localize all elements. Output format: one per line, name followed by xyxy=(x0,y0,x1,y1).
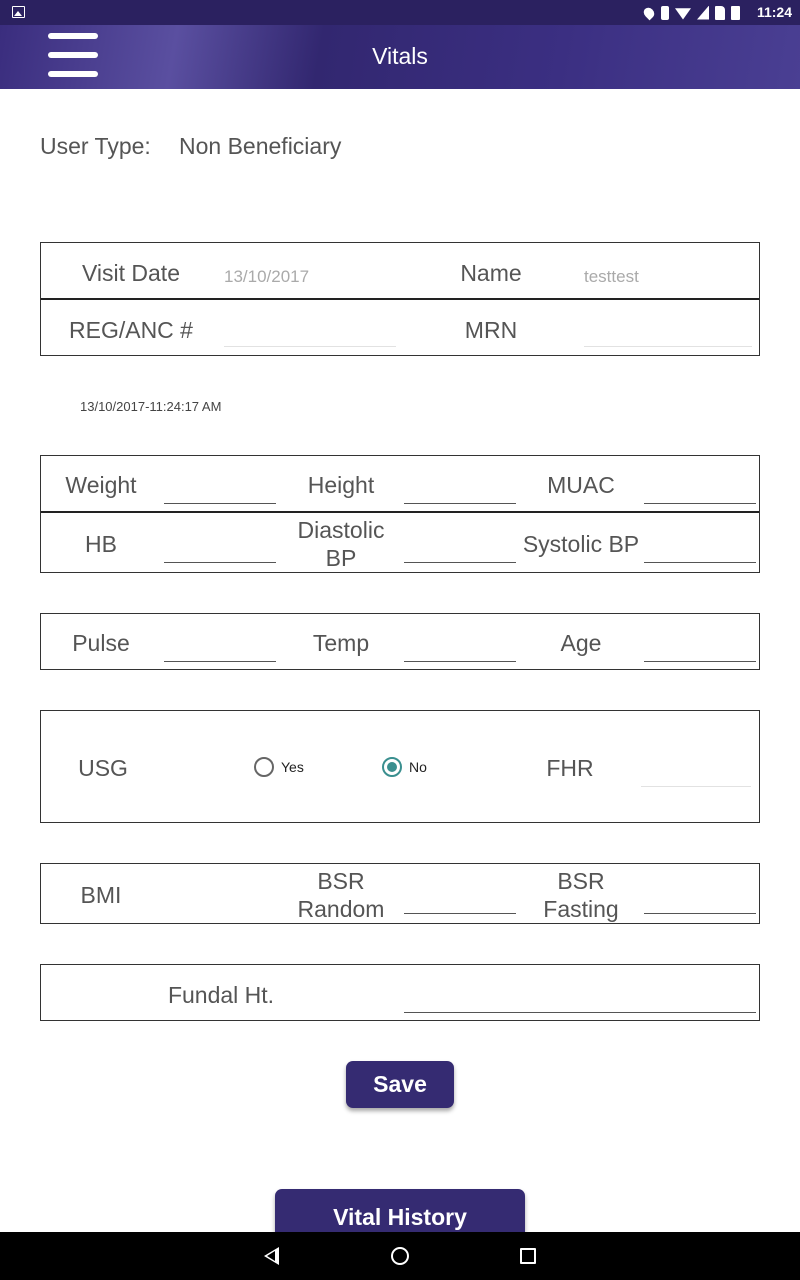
bmi-label: BMI xyxy=(80,882,122,908)
navigation-bar xyxy=(0,1232,800,1280)
mrn-label: MRN xyxy=(464,317,518,343)
name-field[interactable]: testtest xyxy=(584,267,639,286)
signal-icon xyxy=(697,6,709,20)
name-label: Name xyxy=(460,260,522,286)
bsr-random-field[interactable] xyxy=(404,913,516,914)
height-field[interactable] xyxy=(404,503,516,504)
mrn-field[interactable] xyxy=(584,346,752,347)
fhr-label: FHR xyxy=(546,755,594,781)
recent-apps-icon[interactable] xyxy=(520,1248,536,1264)
vital-history-button[interactable]: Vital History xyxy=(275,1189,525,1241)
pulse-label: Pulse xyxy=(72,630,130,656)
weight-field[interactable] xyxy=(164,503,276,504)
age-label: Age xyxy=(560,630,602,656)
bmi-box xyxy=(40,863,760,924)
fundal-ht-field[interactable] xyxy=(404,1012,756,1013)
usg-label: USG xyxy=(78,755,128,781)
visit-date-label: Visit Date xyxy=(81,260,180,286)
fhr-field[interactable] xyxy=(641,786,751,787)
save-button[interactable]: Save xyxy=(346,1061,454,1108)
battery-icon xyxy=(731,6,740,20)
back-icon[interactable] xyxy=(264,1247,279,1265)
muac-field[interactable] xyxy=(644,503,756,504)
usg-no-label[interactable]: No xyxy=(409,759,427,775)
reg-anc-field[interactable] xyxy=(224,346,396,347)
home-icon[interactable] xyxy=(391,1247,409,1265)
vibrate-icon xyxy=(661,6,669,20)
temp-label: Temp xyxy=(312,630,370,656)
status-bar xyxy=(0,0,800,25)
hb-field[interactable] xyxy=(164,562,276,563)
page-title: Vitals xyxy=(372,43,428,69)
patient-info-box xyxy=(40,242,760,356)
reg-anc-label: REG/ANC # xyxy=(69,317,193,343)
sim-icon xyxy=(715,6,725,20)
timestamp: 13/10/2017-11:24:17 AM xyxy=(80,399,222,414)
vitals-box xyxy=(40,455,760,573)
app-header xyxy=(0,25,800,89)
age-field[interactable] xyxy=(644,661,756,662)
diastolic-bp-label: Diastolic BP xyxy=(297,517,385,571)
systolic-bp-field[interactable] xyxy=(644,562,756,563)
status-icons xyxy=(643,4,740,21)
location-icon xyxy=(642,5,657,20)
pulse-field[interactable] xyxy=(164,661,276,662)
fundal-box xyxy=(40,964,760,1021)
usg-box xyxy=(40,710,760,823)
image-icon xyxy=(12,6,25,18)
muac-label: MUAC xyxy=(547,472,615,498)
user-type-value: Non Beneficiary xyxy=(179,133,342,159)
bsr-random-label: BSR Random xyxy=(297,868,385,922)
visit-date-field[interactable]: 13/10/2017 xyxy=(224,267,310,286)
pulse-temp-age-box xyxy=(40,613,760,670)
user-type-label: User Type: xyxy=(40,133,151,159)
fundal-ht-label: Fundal Ht. xyxy=(167,982,275,1008)
weight-label: Weight xyxy=(65,472,137,498)
usg-yes-label[interactable]: Yes xyxy=(281,759,304,775)
hb-label: HB xyxy=(85,531,117,557)
height-label: Height xyxy=(307,472,375,498)
temp-field[interactable] xyxy=(404,661,516,662)
usg-yes-radio[interactable] xyxy=(254,757,274,777)
usg-no-radio[interactable] xyxy=(382,757,402,777)
bmi-field[interactable] xyxy=(164,912,276,913)
row-divider xyxy=(41,511,759,513)
wifi-icon xyxy=(675,6,691,20)
status-time: 11:24 xyxy=(756,4,792,20)
row-divider xyxy=(41,298,759,300)
bsr-fasting-label: BSR Fasting xyxy=(543,868,619,922)
diastolic-bp-field[interactable] xyxy=(404,562,516,563)
systolic-bp-label: Systolic BP xyxy=(522,531,640,557)
bsr-fasting-field[interactable] xyxy=(644,913,756,914)
